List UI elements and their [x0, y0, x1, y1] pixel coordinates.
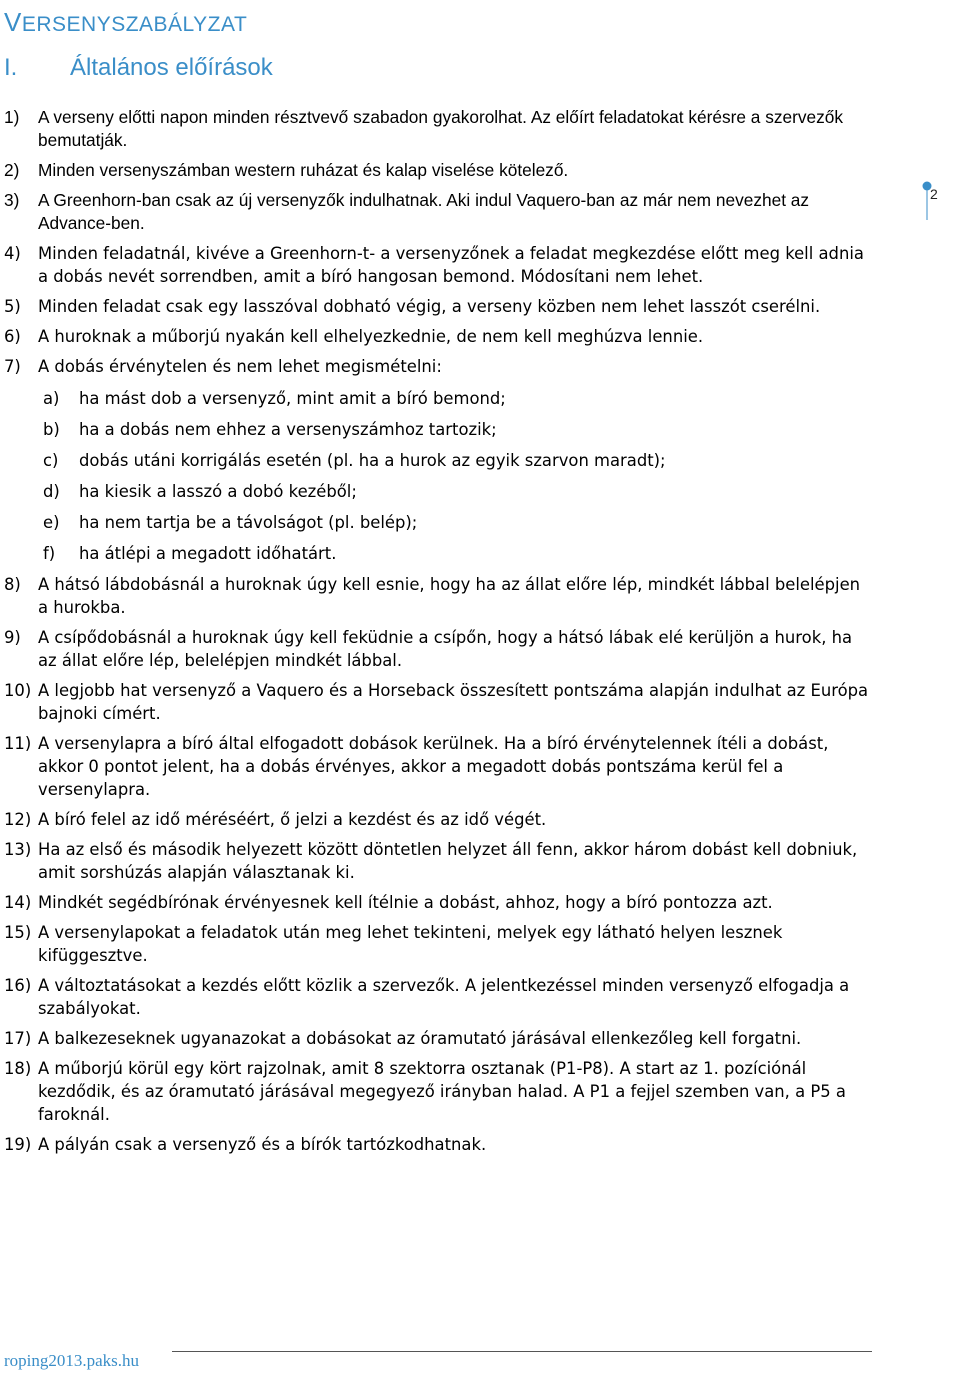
page-number: 2 — [930, 186, 938, 202]
sub-letter: a) — [43, 389, 60, 408]
rule-item-12 — [4, 808, 874, 831]
sub-text: ha a dobás nem ehhez a versenyszámhoz tartozik; — [79, 420, 497, 439]
rule-number: 13) — [4, 840, 32, 859]
rule-number: 11) — [4, 734, 32, 753]
rule-item-19 — [4, 1133, 874, 1156]
rule-item-9 — [4, 626, 874, 672]
section-heading — [4, 54, 273, 82]
rule-item-2 — [4, 159, 874, 182]
rule-text: A hátsó lábdobásnál a huroknak úgy kell esnie, hogy ha az állat előre lép, mindkét lábbal belelépjen a hurokba. — [38, 575, 861, 617]
rule-number: 18) — [4, 1059, 32, 1078]
rule-number: 14) — [4, 893, 32, 912]
sub-item-b — [43, 418, 874, 441]
footer-url[interactable]: roping2013.paks.hu — [4, 1351, 140, 1370]
rule-item-15 — [4, 921, 874, 967]
sub-letter: e) — [43, 513, 60, 532]
rule-number: 12) — [4, 810, 32, 829]
sub-text: ha mást dob a versenyző, mint amit a bíró bemond; — [79, 389, 506, 408]
sub-text: ha átlépi a megadott időhatárt. — [79, 544, 337, 563]
section-title: Általános előírások — [70, 54, 273, 81]
rule-text: A legjobb hat versenyző a Vaquero és a Horseback összesített pontszáma alapján indulhat az Európa bajnoki címért. — [38, 681, 869, 723]
rule-number: 8) — [4, 575, 21, 594]
rule-text: A versenylapra a bíró által elfogadott dobások kerülnek. Ha a bíró érvénytelennek ítéli a dobást, akkor 0 pontot jelent, ha a dobás érvényes, akkor a megadott dobás pontszáma kerül fel a versenylapra. — [38, 734, 829, 799]
rule-item-18 — [4, 1057, 874, 1126]
sub-item-c — [43, 449, 874, 472]
rule-item-13 — [4, 838, 874, 884]
sub-text: ha kiesik a lasszó a dobó kezéből; — [79, 482, 357, 501]
rule-item-16 — [4, 974, 874, 1020]
rule-item-14 — [4, 891, 874, 914]
rule-number: 16) — [4, 976, 32, 995]
section-number: I. — [4, 54, 18, 81]
rule-item-11 — [4, 732, 874, 801]
rule-text: A csípődobásnál a huroknak úgy kell feküdnie a csípőn, hogy a hátsó lábak elé kerüljön a hurok, ha az állat előre lép, belelépjen mindkét lábbal. — [38, 628, 853, 670]
rule-number: 4) — [4, 244, 21, 263]
rule-text: A balkezeseknek ugyanazokat a dobásokat az óramutató járásával ellenkezőleg kell forgatni. — [38, 1029, 802, 1048]
rule-number: 1) — [4, 107, 20, 127]
sub-text: ha nem tartja be a távolságot (pl. belép); — [79, 513, 418, 532]
rule-text: Mindkét segédbírónak érvényesnek kell ítélnie a dobást, ahhoz, hogy a bíró pontozza azt. — [38, 893, 773, 912]
rule-item-1 — [4, 106, 874, 152]
rule-item-3 — [4, 189, 874, 235]
document-title — [4, 2, 247, 39]
sub-item-e — [43, 511, 874, 534]
rule-text: A műborjú körül egy kört rajzolnak, amit 8 szektorra osztanak (P1-P8). A start az 1. pozíciónál kezdődik, és az óramutató járásával megegyező irányban halad. A P1 a fejjel szemben van, a P5 a faroknál. — [38, 1059, 846, 1124]
rule-text: A huroknak a műborjú nyakán kell elhelyezkednie, de nem kell meghúzva lennie. — [38, 327, 704, 346]
rule-number: 17) — [4, 1029, 32, 1048]
rule-text: A versenylapokat a feladatok után meg lehet tekinteni, melyek egy látható helyen lesznek kifüggesztve. — [38, 923, 783, 965]
rule-item-6 — [4, 325, 874, 348]
title-rest: ERSENYSZABÁLYZAT — [21, 13, 248, 36]
rule-item-7 — [4, 355, 874, 565]
sub-letter: f) — [43, 544, 56, 563]
rule-item-4 — [4, 242, 874, 288]
sub-item-f — [43, 542, 874, 565]
rule-number: 9) — [4, 628, 21, 647]
rule-text: A Greenhorn-ban csak az új versenyzők indulhatnak. Aki indul Vaquero-ban az már nem nevezhet az Advance-ben. — [38, 190, 810, 233]
rule-text: A dobás érvénytelen és nem lehet megismételni: — [38, 357, 442, 376]
rule-text: Minden versenyszámban western ruházat és kalap viselése kötelező. — [38, 160, 569, 180]
sub-item-d — [43, 480, 874, 503]
footer-divider — [172, 1351, 872, 1352]
rule-item-8 — [4, 573, 874, 619]
rule-number: 2) — [4, 160, 20, 180]
rule-7-sublist — [38, 387, 874, 565]
sub-text: dobás utáni korrigálás esetén (pl. ha a hurok az egyik szarvon maradt); — [79, 451, 666, 470]
title-first-letter: V — [4, 7, 22, 37]
rule-number: 19) — [4, 1135, 32, 1154]
sub-letter: b) — [43, 420, 60, 439]
sub-letter: d) — [43, 482, 60, 501]
rule-text: A változtatásokat a kezdés előtt közlik a szervezők. A jelentkezéssel minden versenyző elfogadja a szabályokat. — [38, 976, 850, 1018]
rule-number: 15) — [4, 923, 32, 942]
rule-item-10 — [4, 679, 874, 725]
page-marker-decoration — [921, 180, 960, 240]
rule-item-5 — [4, 295, 874, 318]
rule-text: Minden feladatnál, kivéve a Greenhorn-t- a versenyzőnek a feladat megkezdése előtt meg kell adnia a dobás nevét sorrendben, amit a bíró hangosan bemond. Módosítani nem lehet. — [38, 244, 864, 286]
rule-text: A pályán csak a versenyző és a bírók tartózkodhatnak. — [38, 1135, 487, 1154]
rule-number: 3) — [4, 190, 20, 210]
sub-letter: c) — [43, 451, 59, 470]
rule-text: A verseny előtti napon minden résztvevő szabadon gyakorolhat. Az előírt feladatokat kérésre a szervezők bemutatják. — [38, 107, 843, 150]
rule-item-17 — [4, 1027, 874, 1050]
rule-text: Minden feladat csak egy lasszóval dobható végig, a verseny közben nem lehet lasszót cserélni. — [38, 297, 821, 316]
rule-number: 6) — [4, 327, 21, 346]
rule-number: 7) — [4, 357, 21, 376]
rules-list — [4, 106, 874, 1163]
rule-text: A bíró felel az idő méréséért, ő jelzi a kezdést és az idő végét. — [38, 810, 547, 829]
rule-text: Ha az első és második helyezett között döntetlen helyzet áll fenn, akkor három dobást kell dobniuk, amit sorshúzás alapján választanak ki. — [38, 840, 858, 882]
rule-number: 5) — [4, 297, 21, 316]
sub-item-a — [43, 387, 874, 410]
rule-number: 10) — [4, 681, 32, 700]
